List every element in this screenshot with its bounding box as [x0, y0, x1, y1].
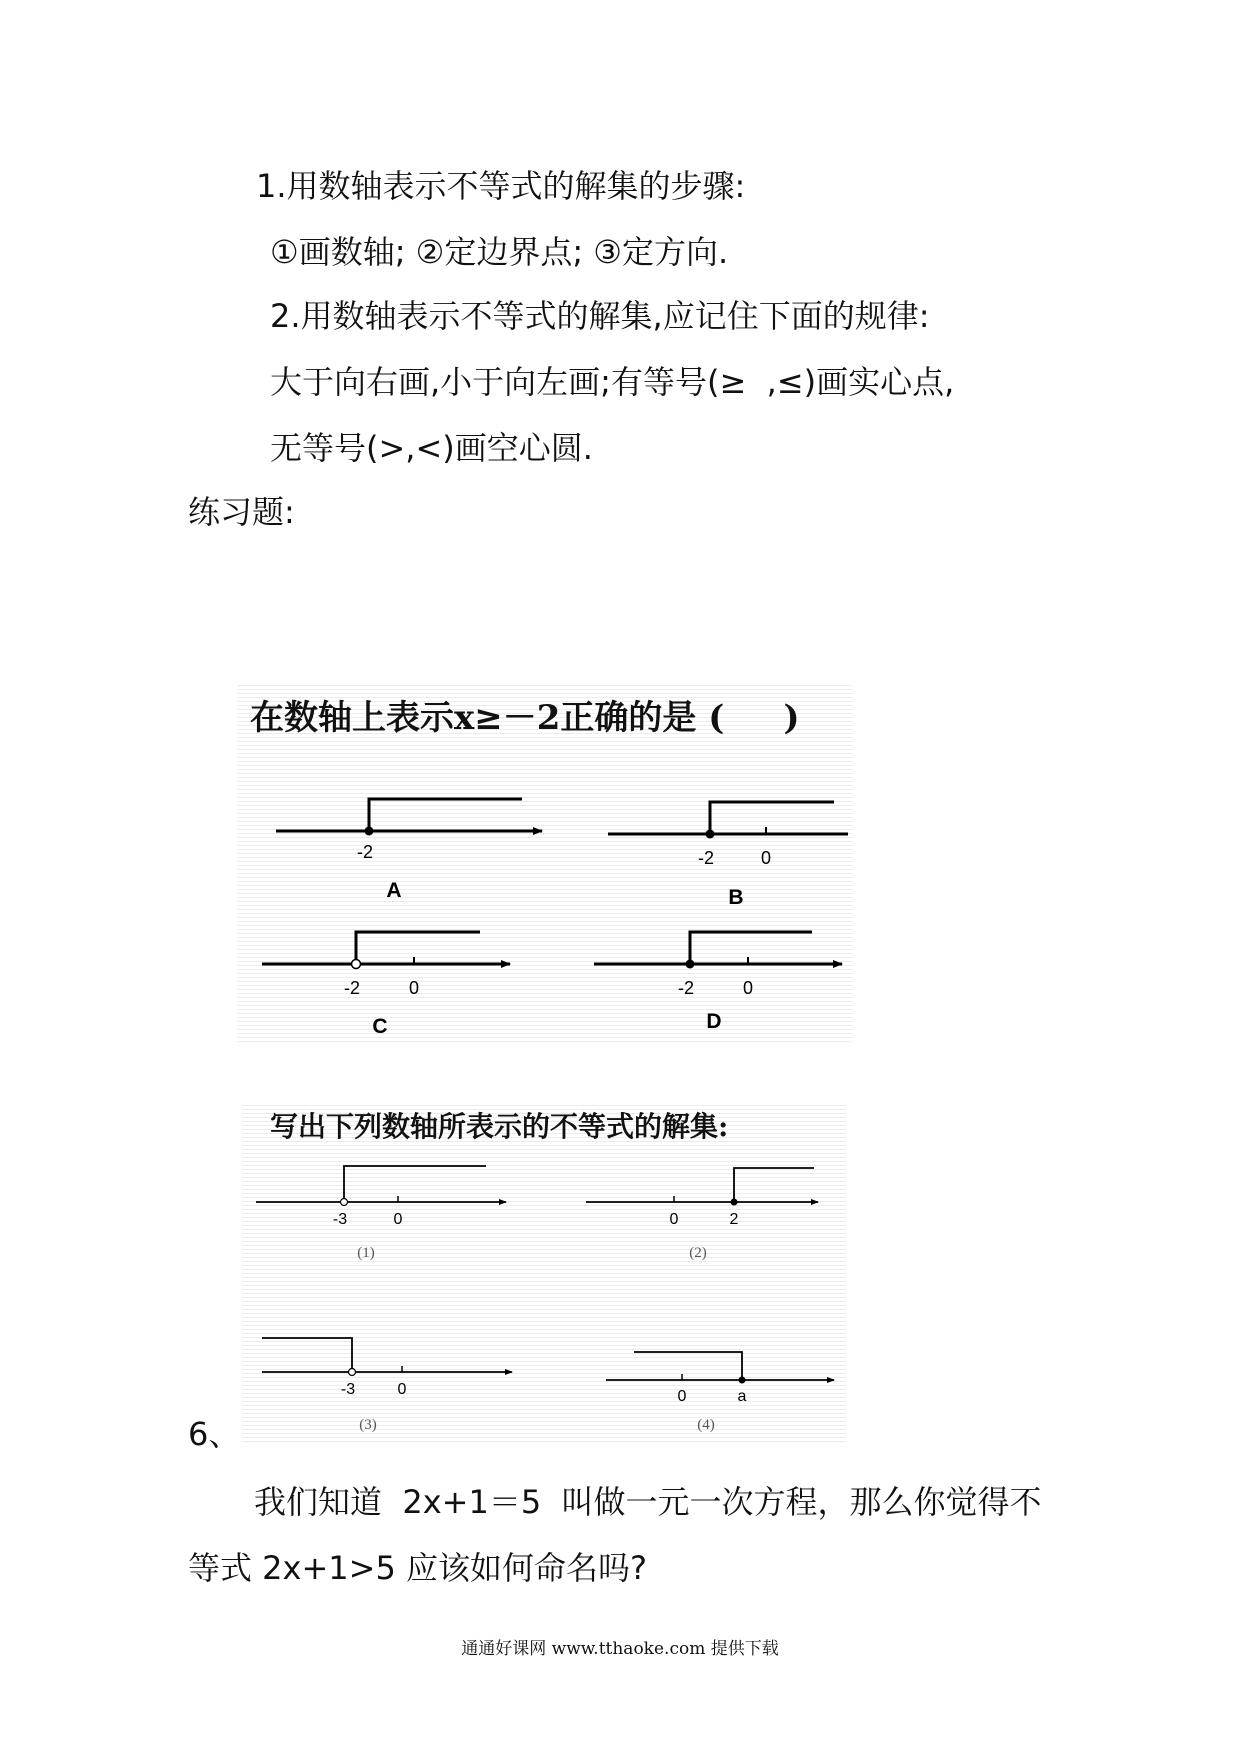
item-2-number: (2) — [689, 1245, 707, 1261]
option-c-letter[interactable]: C — [372, 1015, 388, 1038]
item-3-number: (3) — [359, 1417, 377, 1433]
rule2-line1: 大于向右画,小于向左画;有等号(≥ ,≤)画实心点, — [270, 363, 955, 401]
item-3-tick-label: -3 — [340, 1381, 356, 1398]
item-2-tick-label: 2 — [729, 1211, 739, 1228]
item-2-number-line — [586, 1168, 818, 1261]
item-1-number: (1) — [357, 1245, 375, 1261]
item-4-number-line — [606, 1352, 834, 1433]
option-a-tick-label: -2 — [356, 842, 374, 862]
item-1-tick-label: 0 — [393, 1211, 403, 1228]
solid-point-icon — [739, 1377, 746, 1384]
item-3-tick-label: 0 — [397, 1381, 407, 1398]
item-1-tick-label: -3 — [332, 1211, 348, 1228]
option-d-tick-label: -2 — [677, 978, 695, 998]
item-1-number-line — [256, 1166, 506, 1261]
option-b-number-line — [608, 802, 848, 909]
question2-title: 写出下列数轴所表示的不等式的解集: — [270, 1110, 729, 1143]
option-c-number-line — [262, 932, 510, 1038]
question2-number-lines — [242, 1102, 846, 1442]
hollow-point-icon — [341, 1199, 348, 1206]
rule2-title: 2.用数轴表示不等式的解集,应记住下面的规律: — [270, 297, 930, 335]
solid-point-icon — [706, 830, 715, 839]
practice-label: 练习题: — [188, 493, 295, 531]
option-a-number-line — [276, 799, 542, 902]
item-4-number: (4) — [697, 1417, 715, 1433]
item-3-number-line — [262, 1338, 512, 1433]
solid-point-icon — [686, 960, 695, 969]
option-a-letter[interactable]: A — [386, 879, 402, 902]
option-c-tick-label: -2 — [343, 978, 361, 998]
question2-panel — [242, 1102, 846, 1442]
hollow-point-icon — [352, 960, 361, 969]
option-d-number-line — [594, 932, 842, 1033]
question1-panel — [238, 682, 852, 1044]
rule1-title: 1.用数轴表示不等式的解集的步骤: — [256, 167, 746, 205]
solid-point-icon — [365, 827, 374, 836]
hollow-point-icon — [349, 1369, 356, 1376]
section6-line1: 我们知道 2x+1＝5 叫做一元一次方程，那么你觉得不 — [254, 1483, 1042, 1521]
question1-title: 在数轴上表示x≥－2正确的是 ( ) — [250, 698, 800, 738]
option-c-tick-label: 0 — [408, 978, 420, 998]
question1-number-lines — [238, 682, 852, 1044]
footer-credit: 通通好课网 www.tthaoke.com 提供下载 — [461, 1639, 779, 1659]
item-4-tick-label: a — [737, 1388, 747, 1405]
section6-line2: 等式 2x+1>5 应该如何命名吗? — [188, 1549, 647, 1587]
solid-point-icon — [731, 1199, 738, 1206]
option-b-tick-label: 0 — [760, 848, 772, 868]
option-b-tick-label: -2 — [697, 848, 715, 868]
rule2-line2: 无等号(>,<)画空心圆. — [270, 429, 593, 467]
rule1-steps: ①画数轴; ②定边界点; ③定方向. — [270, 233, 729, 271]
item-4-tick-label: 0 — [677, 1388, 687, 1405]
option-d-letter[interactable]: D — [706, 1010, 722, 1033]
section6-number: 6、 — [188, 1415, 241, 1453]
option-d-tick-label: 0 — [742, 978, 754, 998]
option-b-letter[interactable]: B — [728, 886, 744, 909]
item-2-tick-label: 0 — [669, 1211, 679, 1228]
